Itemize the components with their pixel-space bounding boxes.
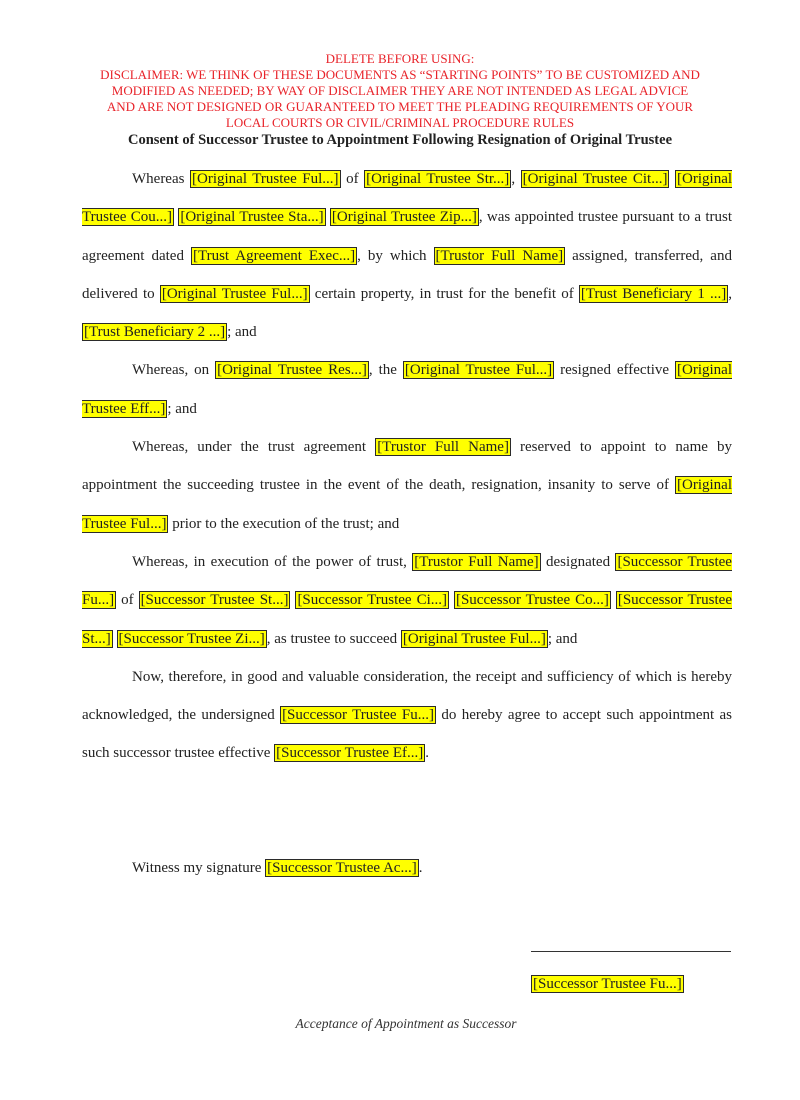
disclaimer-line: DISCLAIMER: WE THINK OF THESE DOCUMENTS AS “STARTING POINTS” TO BE CUSTOMIZED AND (100, 67, 700, 82)
text-run: of (340, 171, 365, 187)
text-run: , was appointed trustee pursuant to a trust agreement dated (82, 209, 732, 264)
field-original-trustee-full[interactable]: [Original Trustee Ful...] (82, 477, 732, 532)
field-trust-beneficiary-2[interactable]: [Trust Beneficiary 2 ...] (84, 324, 226, 341)
signature-line (531, 951, 731, 952)
field-original-trustee-full[interactable]: [Original Trustee Ful...] (404, 362, 553, 379)
text-run: Whereas, under the trust agreement (132, 439, 376, 456)
text-run: , (728, 285, 733, 302)
witness-line (132, 856, 422, 880)
signature-name (531, 972, 684, 996)
text-run: reserved to appoint to name by appointment the succeeding trustee in the event of the death, resignation, insanity to serve of (82, 439, 732, 494)
field-original-trustee-full[interactable]: [Original Trustee Ful...] (161, 285, 308, 302)
field-original-trustee-state[interactable]: [Original Trustee Sta...] (180, 209, 324, 226)
acceptance-heading: Acceptance of Appointment as Successor (295, 1016, 517, 1031)
document-body (82, 160, 732, 773)
text-run: ; and (167, 400, 197, 417)
text-run: ; and (547, 630, 578, 647)
text-run: . (425, 745, 429, 762)
disclaimer-line: MODIFIED AS NEEDED; BY WAY OF DISCLAIMER THEY ARE NOT INTENDED AS LEGAL ADVICE (111, 83, 689, 98)
text-run: Now, therefore, in good and valuable consideration, the receipt and sufficiency of which is hereby acknowledged, the undersigned (82, 668, 732, 724)
text-run: do hereby agree to accept such appointment as such successor trustee effective (82, 707, 732, 762)
field-original-trustee-full[interactable]: [Original Trustee Ful...] (192, 171, 339, 187)
document-title: Consent of Successor Trustee to Appointment Following Resignation of Original Trustee (127, 132, 673, 148)
text-run: , by which (357, 247, 434, 264)
field-original-trustee-zip[interactable]: [Original Trustee Zip...] (331, 209, 477, 226)
field-successor-trustee-full[interactable]: [Successor Trustee Fu...] (282, 707, 434, 724)
field-original-trustee-res[interactable]: [Original Trustee Res...] (217, 362, 367, 379)
field-successor-trustee-city[interactable]: [Successor Trustee Ci...] (297, 592, 447, 609)
field-original-trustee-street[interactable]: [Original Trustee Str...] (366, 171, 510, 187)
text-run: resigned effective (554, 362, 676, 379)
text-run: certain property, in trust for the benefit of (309, 285, 579, 302)
text-run: , as trustee to succeed (266, 630, 401, 647)
field-trustor-full-name[interactable]: [Trustor Full Name] (377, 439, 509, 456)
field-successor-trustee-ac[interactable]: [Successor Trustee Ac...] (267, 860, 417, 876)
paragraph-whereas-designated (82, 543, 732, 658)
field-original-trustee-city[interactable]: [Original Trustee Cit...] (522, 171, 668, 187)
field-successor-trustee-eff[interactable]: [Successor Trustee Ef...] (276, 745, 424, 762)
field-original-trustee-eff[interactable]: [Original Trustee Eff...] (82, 362, 732, 417)
text-run: designated (540, 553, 616, 570)
field-successor-trustee-state[interactable]: [Successor Trustee St...] (82, 592, 732, 647)
text-run: assigned, transferred, and delivered to (82, 247, 732, 302)
text-run: Whereas, in execution of the power of trust, (132, 553, 413, 570)
text-run: of (116, 592, 139, 609)
disclaimer-line: AND ARE NOT DESIGNED OR GUARANTEED TO MEET THE PLEADING REQUIREMENTS OF YOUR (106, 99, 694, 114)
text-run: Witness my signature (132, 860, 266, 876)
field-trust-agreement-exec[interactable]: [Trust Agreement Exec...] (192, 247, 356, 264)
field-successor-trustee-full[interactable]: [Successor Trustee Fu...] (82, 553, 732, 609)
text-run (113, 631, 117, 647)
field-trustor-full-name[interactable]: [Trustor Full Name] (435, 247, 564, 264)
field-successor-trustee-county[interactable]: [Successor Trustee Co...] (455, 592, 609, 609)
disclaimer-line: DELETE BEFORE USING: (325, 51, 475, 66)
text-run: . (418, 860, 423, 876)
paragraph-whereas-appointed (82, 160, 732, 351)
text-run: Whereas, on (132, 362, 216, 379)
field-successor-trustee-street[interactable]: [Successor Trustee St...] (140, 592, 289, 609)
text-run: prior to the execution of the trust; and (168, 515, 400, 532)
field-successor-trustee-zip[interactable]: [Successor Trustee Zi...] (118, 630, 265, 647)
paragraph-whereas-resigned (82, 351, 732, 428)
text-run: , the (368, 362, 403, 379)
field-original-trustee-county[interactable]: [Original Trustee Cou...] (82, 171, 733, 226)
text-run: , (511, 171, 521, 187)
disclaimer-line: LOCAL COURTS OR CIVIL/CRIMINAL PROCEDURE RULES (225, 115, 575, 130)
paragraph-whereas-reserved (82, 428, 732, 543)
field-trust-beneficiary-1[interactable]: [Trust Beneficiary 1 ...] (580, 285, 727, 302)
paragraph-now-therefore (82, 658, 732, 773)
text-run: Whereas (132, 171, 191, 187)
field-trustor-full-name[interactable]: [Trustor Full Name] (414, 553, 539, 570)
field-original-trustee-full[interactable]: [Original Trustee Ful...] (402, 630, 546, 647)
disclaimer-block (60, 51, 740, 131)
text-run: ; and (227, 324, 257, 341)
field-successor-trustee-full[interactable]: [Successor Trustee Fu...] (533, 976, 682, 992)
